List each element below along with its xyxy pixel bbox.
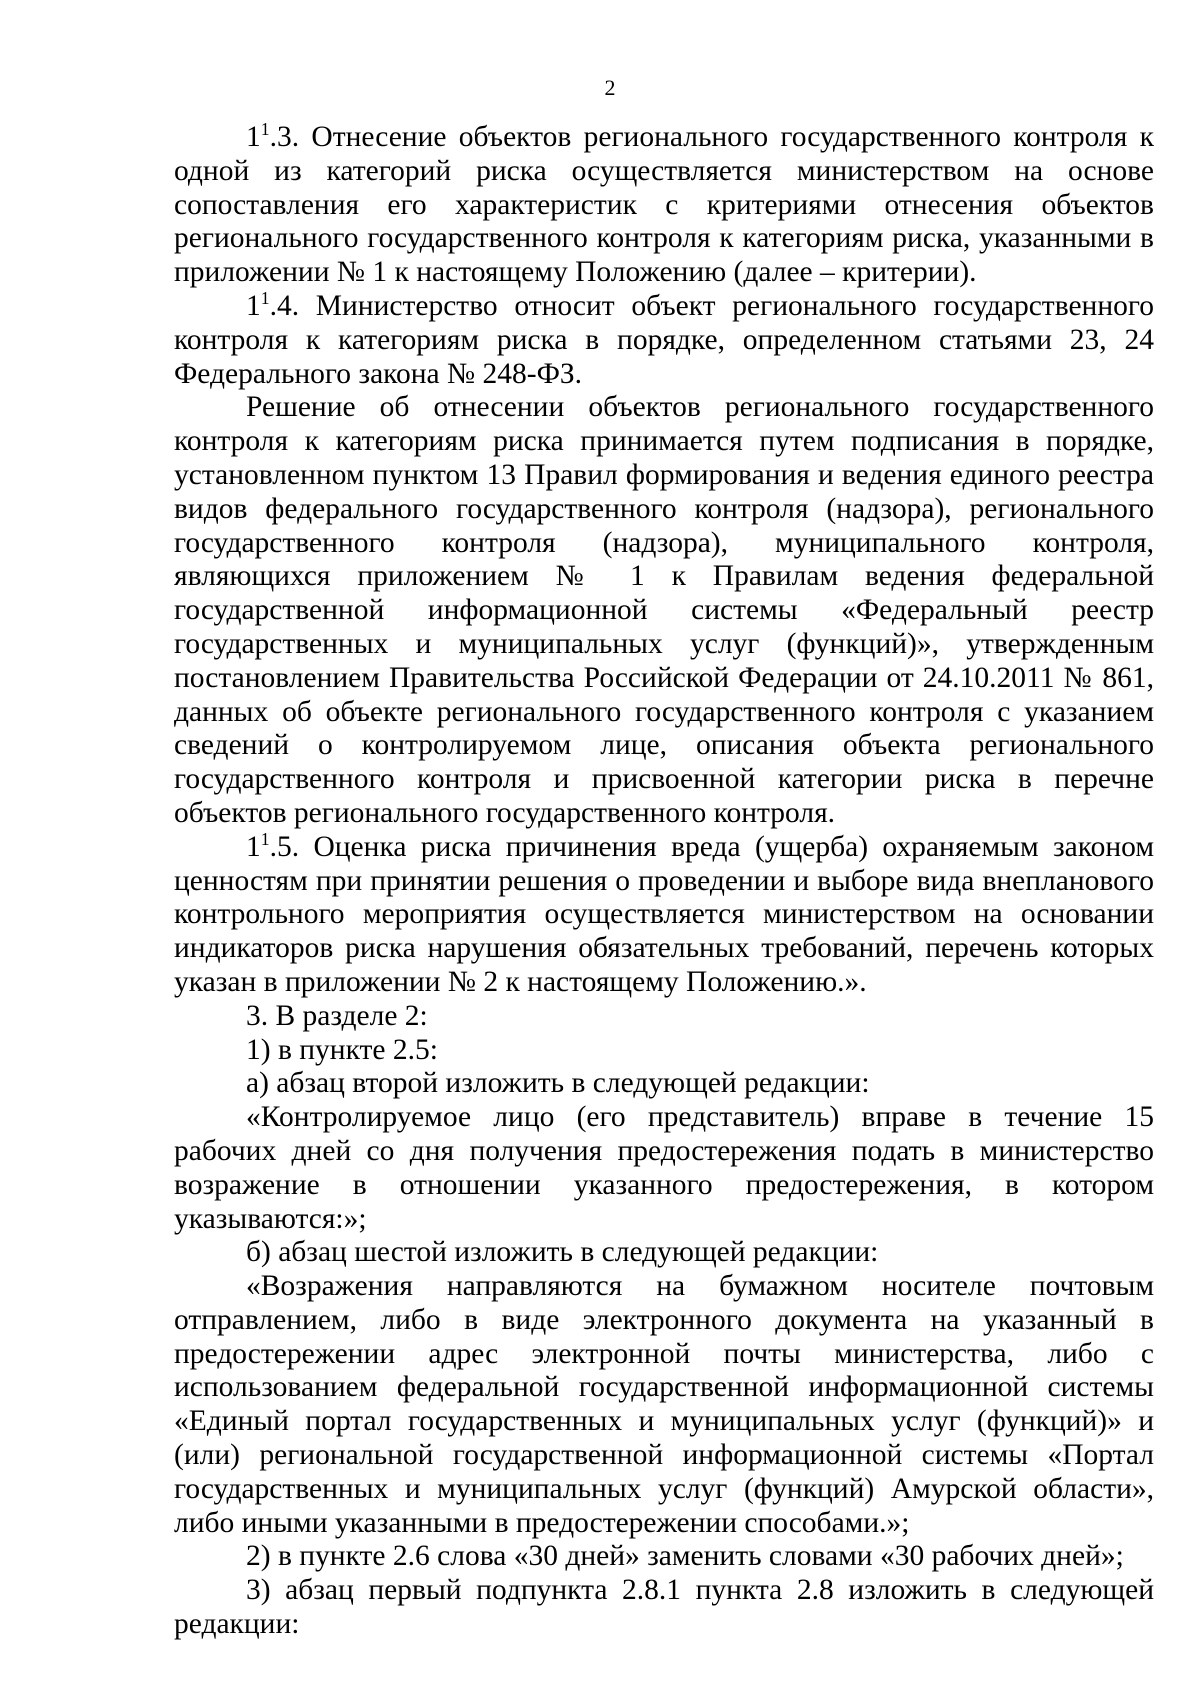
clause-number: 1 [246, 289, 261, 322]
clause-superscript: 1 [260, 119, 270, 140]
page-number: 2 [604, 75, 616, 100]
document-body [174, 121, 1154, 1642]
clause-superscript: 1 [260, 288, 270, 309]
paragraph-clause-1-1-5 [174, 828, 1154, 1000]
paragraph-section-2-heading: 3. В разделе 2: [246, 999, 428, 1032]
paragraph-quote-objections: «Возражения направляются на бумажном носителе почтовым отправлением, либо в виде электронного документа на указанный в предостережении адрес электронной почты министерства, либо с использованием федеральной государственной информационной системы «Единый портал государственных и муниципальных услуг (функций)» и (или) региональной государственной информационной системы «Портал государственных и муниципальных услуг (функций) Амурской области», либо иными указанными в предостережении способами.»; [174, 1270, 1154, 1539]
clause-number: 1 [246, 121, 261, 153]
paragraph-text: .3. Отнесение объектов регионального государственного контроля к одной из категорий риска осуществляется министерством на основе сопоставления его характеристик с критериями отнесения объектов регионального государственного контроля к категориям риска, указанными в приложении № 1 к настоящему Положению (далее – критерии). [174, 121, 1154, 289]
paragraph-text: .4. Министерство относит объект регионального государственного контроля к категориям риска в порядке, определенном статьями 23, 24 Федерального закона № 248-ФЗ. [174, 289, 1154, 390]
paragraph-subitem-a: а) абзац второй изложить в следующей редакции: [246, 1067, 870, 1100]
paragraph-item-2-5: 1) в пункте 2.5: [246, 1033, 438, 1066]
paragraph-text: .5. Оценка риска причинения вреда (ущерба) охраняемым законом ценностям при принятии решения о проведении и выборе вида внепланового контрольного мероприятия осуществляется министерством на основании индикаторов риска нарушения обязательных требований, перечень которых указан в приложении № 2 к настоящему Положению.». [174, 830, 1154, 998]
clause-superscript: 1 [260, 828, 270, 849]
paragraph-item-2-6: 2) в пункте 2.6 слова «30 дней» заменить словами «30 рабочих дней»; [246, 1540, 1124, 1573]
clause-number: 1 [246, 830, 261, 863]
paragraph-item-2-8-1: 3) абзац первый подпункта 2.8.1 пункта 2.8 изложить в следующей редакции: [174, 1574, 1154, 1641]
paragraph-clause-1-1-4 [174, 290, 1154, 391]
paragraph-risk-decision: Решение об отнесении объектов регионального государственного контроля к категориям риска принимается путем подписания в порядке, установленном пунктом 13 Правил формирования и ведения единого реестра видов федерального государственного контроля (надзора), регионального государственного контроля (надзора), муниципального контроля, являющихся приложением № 1 к Правилам ведения федеральной государственной информационной системы «Федеральный реестр государственных и муниципальных услуг (функций)», утвержденным постановлением Правительства Российской Федерации от 24.10.2011 № 861, данных об объекте регионального государственного контроля с указанием сведений о контролируемом лице, описания объекта регионального государственного контроля и присвоенной категории риска в перечне объектов регионального государственного контроля. [174, 391, 1154, 829]
paragraph-clause-1-1-3 [174, 121, 1154, 290]
paragraph-subitem-b: б) абзац шестой изложить в следующей редакции: [246, 1236, 879, 1269]
paragraph-quote-controlled-person: «Контролируемое лицо (его представитель) вправе в течение 15 рабочих дней со дня получения предостережения подать в министерство возражение в отношении указанного предостережения, в котором указываются:»; [174, 1101, 1154, 1235]
